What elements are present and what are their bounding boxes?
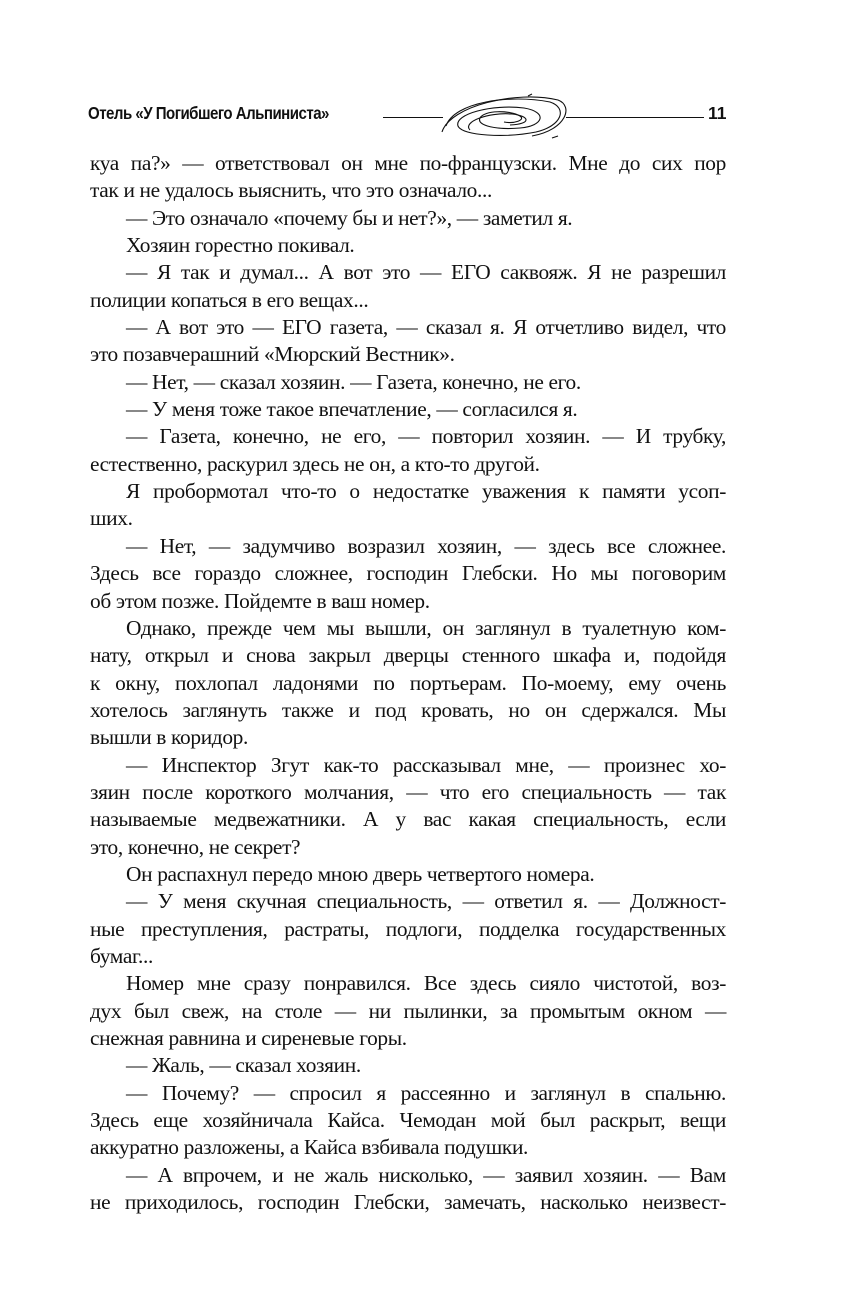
running-title: Отель «У Погибшего Альпиниста»	[88, 103, 329, 123]
text-line: не приходилось, господин Глебски, замечать, насколько неизвест-	[90, 1190, 726, 1215]
text-line: называемые медвежатники. А у вас какая специальность, если	[90, 807, 726, 832]
body-text	[90, 150, 726, 1216]
header-rule-right	[566, 117, 704, 118]
text-line: Здесь еще хозяйничала Кайса. Чемодан мой был раскрыт, вещи	[90, 1108, 726, 1133]
text-line: Он распахнул передо мною дверь четвертого номера.	[126, 861, 595, 886]
text-line: так и не удалось выяснить, что это означало...	[90, 178, 492, 203]
text-line: это позавчерашний «Мюрский Вестник».	[90, 342, 455, 367]
text-line: вышли в коридор.	[90, 725, 249, 750]
text-line: — Жаль, — сказал хозяин.	[126, 1053, 361, 1078]
text-line: Номер мне сразу понравился. Все здесь сияло чистотой, воз-	[126, 971, 726, 996]
text-line: ные преступления, растраты, подлоги, подделка государственных	[90, 916, 726, 941]
text-line: — Почему? — спросил я рассеянно и заглянул в спальню.	[126, 1080, 726, 1105]
text-line: — А впрочем, и не жаль нисколько, — заявил хозяин. — Вам	[126, 1162, 726, 1187]
text-line: — Газета, конечно, не его, — повторил хозяин. — И трубку,	[126, 424, 726, 449]
text-line: дух был свеж, на столе — ни пылинки, за промытым окном —	[90, 998, 726, 1023]
text-line: — У меня тоже такое впечатление, — согласился я.	[126, 397, 578, 422]
text-line: хотелось заглянуть также и под кровать, но он сдержался. Мы	[90, 697, 726, 722]
text-line: — А вот это — ЕГО газета, — сказал я. Я отчетливо видел, что	[126, 315, 726, 340]
text-line: бумаг...	[90, 943, 153, 968]
text-line: Хозяин горестно покивал.	[126, 233, 355, 258]
text-line: — Нет, — задумчиво возразил хозяин, — здесь все сложнее.	[126, 533, 726, 558]
running-header	[88, 90, 728, 140]
text-line: — У меня скучная специальность, — ответил я. — Должност-	[126, 889, 726, 914]
text-line: зяин после короткого молчания, — что его специальность — так	[90, 779, 726, 804]
text-line: Я пробормотал что-то о недостатке уважения к памяти усоп-	[126, 479, 726, 504]
text-line: полиции копаться в его вещах...	[90, 287, 369, 312]
header-rule-left	[383, 117, 443, 118]
swirl-ornament-icon	[440, 92, 570, 140]
text-line: — Это означало «почему бы и нет?», — заметил я.	[126, 205, 573, 230]
text-line: — Инспектор Згут как-то рассказывал мне, — произнес хо-	[126, 752, 726, 777]
text-line: естественно, раскурил здесь не он, а кто-то другой.	[90, 451, 540, 476]
text-line: снежная равнина и сиреневые горы.	[90, 1026, 407, 1050]
text-line: к окну, похлопал ладонями по портьерам. По-моему, ему очень	[90, 670, 726, 695]
text-line: это, конечно, не секрет?	[90, 834, 301, 859]
text-line: куа па?» — ответствовал он мне по-французски. Мне до сих пор	[90, 151, 726, 175]
text-line: аккуратно разложены, а Кайса взбивала подушки.	[90, 1135, 529, 1160]
text-line: об этом позже. Пойдемте в ваш номер.	[90, 588, 430, 613]
text-line: нату, открыл и снова закрыл дверцы стенного шкафа и, подойдя	[90, 643, 726, 668]
page-number: 11	[708, 103, 727, 123]
text-line: ших.	[90, 506, 133, 531]
text-line: — Нет, — сказал хозяин. — Газета, конечно, не его.	[126, 369, 581, 394]
text-line: Однако, прежде чем мы вышли, он заглянул в туалетную ком-	[126, 615, 726, 640]
text-line: Здесь все гораздо сложнее, господин Глебски. Но мы поговорим	[90, 561, 726, 586]
text-line: — Я так и думал... А вот это — ЕГО саквояж. Я не разрешил	[126, 260, 726, 285]
